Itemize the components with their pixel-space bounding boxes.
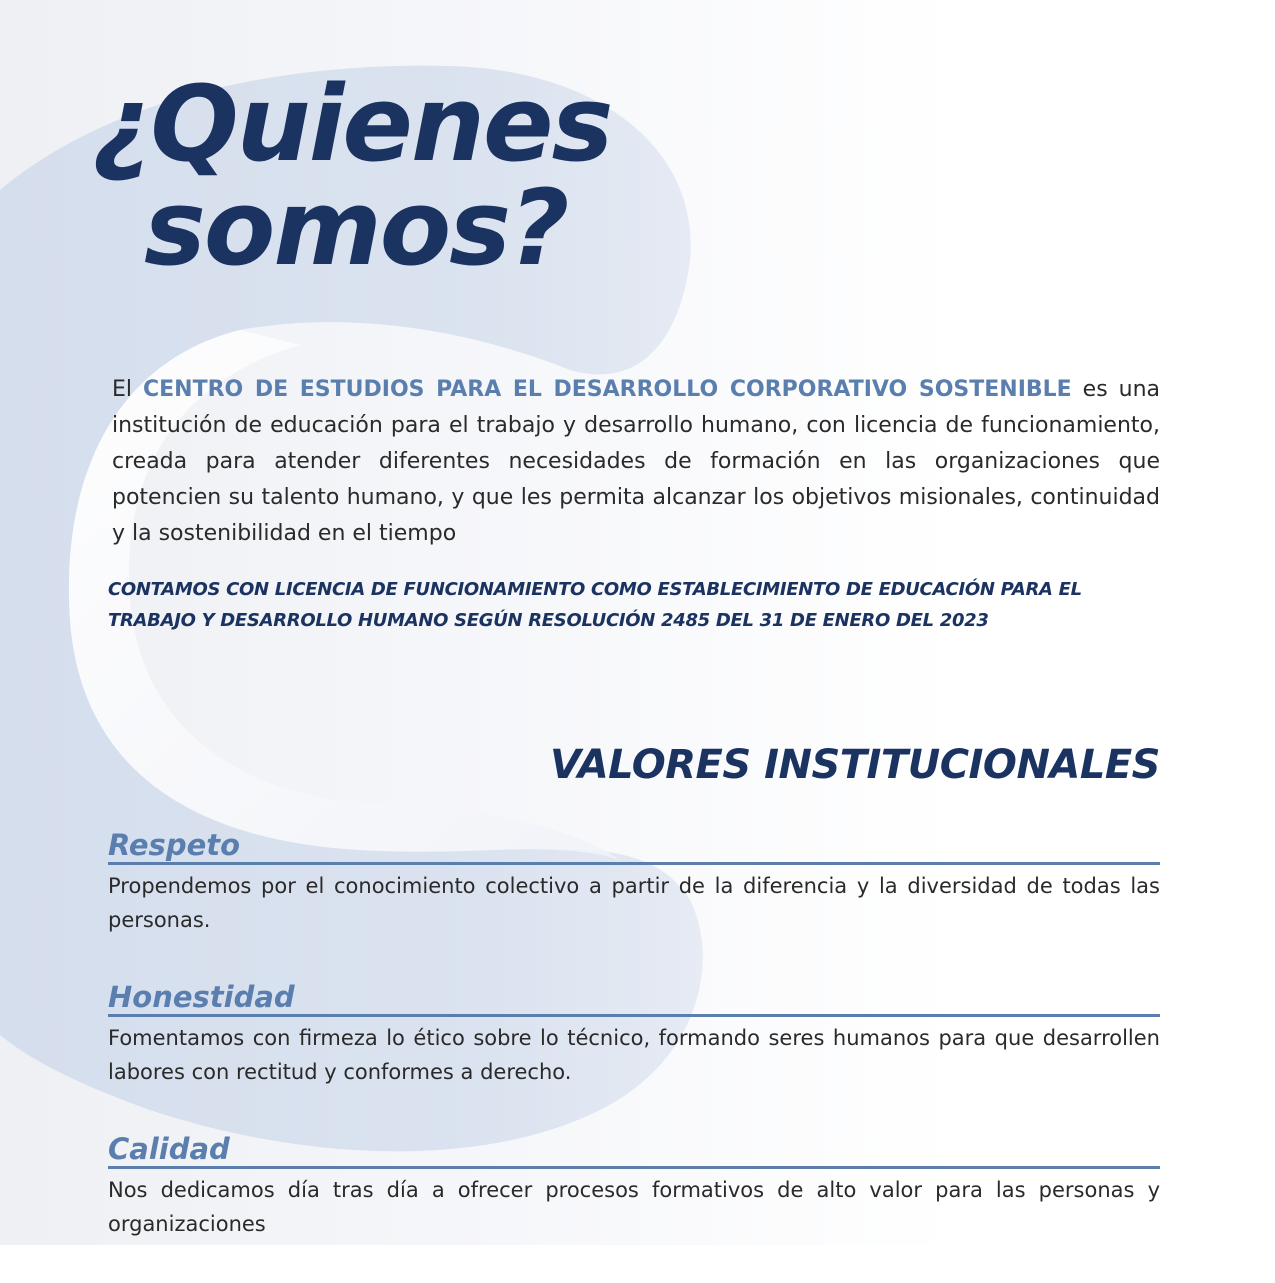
license-notice: CONTAMOS CON LICENCIA DE FUNCIONAMIENTO COMO ESTABLECIMIENTO DE EDUCACIÓN PARA EL TRABAJO Y DESARROLLO HUMANO SEGÚN RESOLUCIÓN 2485 DEL 31 DE ENERO DEL 2023 bbox=[108, 579, 1082, 631]
value-honestidad bbox=[108, 980, 1160, 1089]
page-title bbox=[92, 63, 612, 289]
organization-name: CENTRO DE ESTUDIOS PARA EL DESARROLLO CORPORATIVO SOSTENIBLE bbox=[142, 377, 1072, 402]
value-calidad bbox=[108, 1132, 1160, 1241]
title-line-2: somos? bbox=[144, 167, 568, 289]
value-title: Calidad bbox=[108, 1132, 1160, 1169]
intro-body: es una institución de educación para el trabajo y desarrollo humano, con licencia de funcionamiento, creada para atender diferentes necesidades de formación en las organizaciones que potencien su talento humano, y que les permita alcanzar los objetivos misionales, continuidad y la sostenibilidad en el tiempo bbox=[112, 377, 1161, 546]
value-description: Nos dedicamos día tras día a ofrecer procesos formativos de alto valor para las personas y organizaciones bbox=[108, 1178, 1160, 1236]
intro-paragraph bbox=[112, 372, 1160, 552]
value-title: Respeto bbox=[108, 828, 1160, 865]
value-description: Fomentamos con firmeza lo ético sobre lo técnico, formando seres humanos para que desarrollen labores con rectitud y conformes a derecho. bbox=[108, 1026, 1160, 1084]
values-heading: VALORES INSTITUCIONALES bbox=[549, 742, 1160, 788]
title-line-1: ¿Quienes bbox=[92, 63, 612, 185]
value-description: Propendemos por el conocimiento colectivo a partir de la diferencia y la diversidad de todas las personas. bbox=[108, 874, 1160, 932]
value-respeto bbox=[108, 828, 1160, 937]
value-title: Honestidad bbox=[108, 980, 1160, 1017]
intro-prefix: El bbox=[112, 377, 143, 402]
